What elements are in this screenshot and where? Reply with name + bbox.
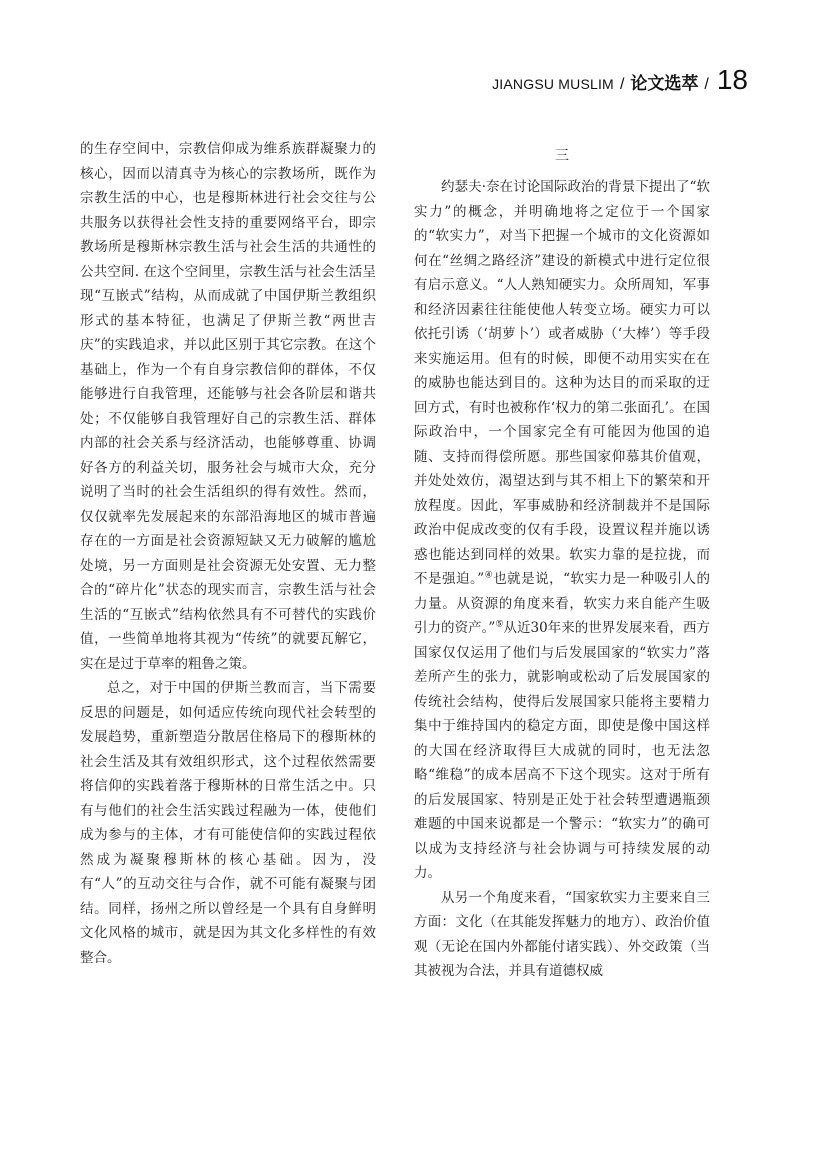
paragraph-text: 约瑟夫·奈在讨论国际政治的背景下提出了“软实力”的概念，并明确地将之定位于一个国家的“软实力”，对当下把握一个城市的文化资源如何在“丝绸之路经济”建设的新模式中进行定位很有启示意义。“人人熟知硬实力。众所周知，军事和经济因素往往能使他人转变立场。硬实力可以依托引诱（‘胡萝卜’）或者威胁（‘大棒’）等手段来实施运用。但有的时候，即便不动用实实在在的威胁也能达到目的。这种为达目的而采取的迂回方式，有时也被称作‘权力的第二张面孔’。在国际政治中，一个国家完全有可能因为他国的追随、支持而得偿所愿。那些国家仰慕其价值观，并处处效仿，渴望达到与其不相上下的繁荣和开放程度。因此，军事威胁和经济制裁并不是国际政治中促成改变的仅有手段，设置议程并施以诱惑也能达到同样的效果。软实力靠的是拉拢，而不是强迫。” — [414, 179, 710, 587]
page-number: 18 — [716, 64, 748, 95]
paragraph-text: 也就是说，“软实力是一种吸引人的力量。从资源的角度来看，软实力来自能产生吸引力的资产。” — [414, 571, 710, 636]
body-paragraph: 从另一个角度来看，“国家软实力主要来自三方面：文化（在其能发挥魅力的地方）、政治价值观（无论在国内外都能付诸实践）、外交政策（当其被视为合法，并具有道德权威 — [414, 889, 710, 979]
header-separator: / — [704, 76, 709, 93]
footnote-marker: ⑤ — [495, 619, 504, 630]
section-name: 论文选萃 — [630, 74, 699, 94]
journal-name: JIANGSU MUSLIM — [492, 76, 614, 92]
right-column — [414, 137, 710, 984]
body-paragraph: 的生存空间中，宗教信仰成为维系族群凝聚力的核心，因而以清真寺为核心的宗教场所，既作为宗教生活的中心，也是穆斯林进行社会交往与公共服务以获得社会性支持的重要网络平台，即宗教场所是穆斯林宗教生活与社会生活的共通性的公共空间. 在这个空间里，宗教生活与社会生活呈现“互嵌式”结构，从而成就了中国伊斯兰教组织形式的基本特征，也满足了伊斯兰教“两世吉庆”的实践追求，并以此区别于其它宗教。在这个基础上，作为一个有自身宗教信仰的群体，不仅能够进行自我管理，还能够与社会各阶层和谐共处；不仅能够自我管理好自己的宗教生活、群体内部的社会关系与经济活动，也能够尊重、协调好各方的利益关切，服务社会与城市大众，充分说明了当时的社会生活组织的得有效性。然而，仅仅就率先发展起来的东部沿海地区的城市普遍存在的一方面是社会资源短缺又无力破解的尴尬处境，另一方面则是社会资源无处安置、无力整合的“碎片化”状态的现实而言，宗教生活与社会生活的“互嵌式”结构依然具有不可替代的实践价值，一些简单地将其视为“传统”的就要瓦解它，实在是过于草率的粗鲁之策。 — [80, 141, 376, 672]
paragraph-text: 从近30年来的世界发展来看，西方国家仅仅运用了他们与后发展国家的“软实力”落差所产生的张力，就影响或松动了后发展国家的传统社会结构，使得后发展国家只能将主要精力集中于维持国内的稳定方面，即使是像中国这样的大国在经济取得巨大成就的同时，也无法忽略“维稳”的成本居高不下这个现实。这对于所有的后发展国家、特别是正处于社会转型遭遇瓶颈难题的中国来说都是一个警示：“软实力”的确可以成为支持经济与社会协调与可持续发展的动力。 — [414, 620, 710, 881]
left-column — [80, 137, 376, 970]
footnote-marker: ④ — [484, 570, 494, 581]
body-paragraph — [414, 175, 710, 886]
body-paragraph: 总之，对于中国的伊斯兰教而言，当下需要反思的问题是，如何适应传统向现代社会转型的发展趋势，重新塑造分散居住格局下的穆斯林的社会生活及其有效组织形式，这个过程依然需要将信仰的实践着落于穆斯林的日常生活之中。只有与他们的社会生活实践过程融为一体，使他们成为参与的主体，才有可能使信仰的实践过程依然成为凝聚穆斯林的核心基础。因为，没有“人”的互动交往与合作，就不可能有凝聚与团结。同样，扬州之所以曾经是一个具有自身鲜明文化风格的城市，就是因为其文化多样性的有效整合。 — [80, 680, 376, 966]
running-header — [492, 64, 748, 96]
section-heading: 三 — [555, 148, 569, 164]
header-separator: / — [619, 76, 625, 93]
